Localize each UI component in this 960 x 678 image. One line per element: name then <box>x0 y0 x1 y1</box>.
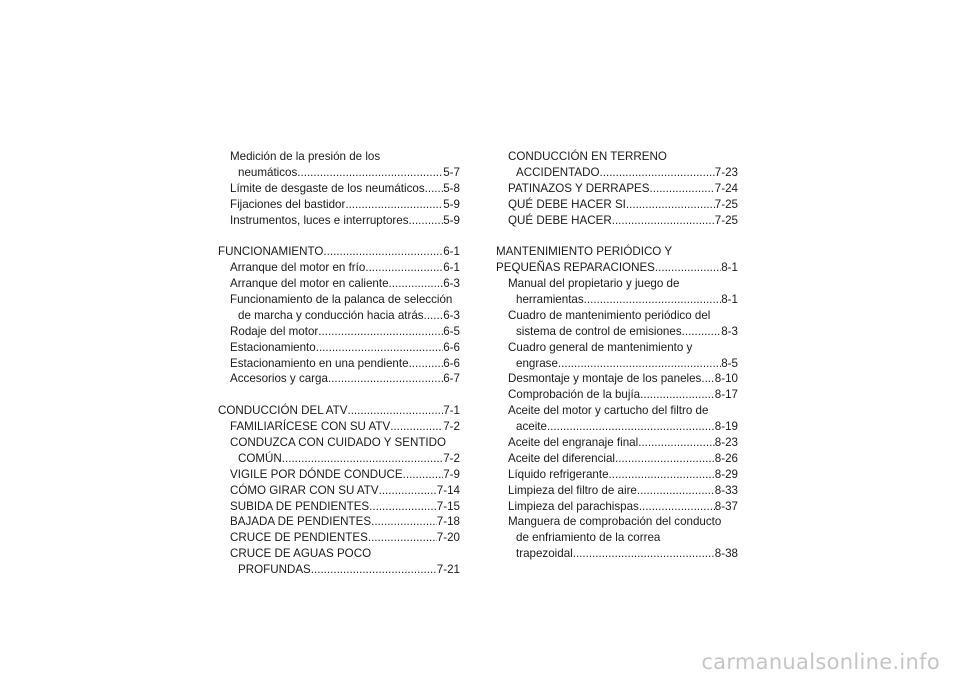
toc-entry <box>496 403 738 419</box>
toc-page-number: 8-10 <box>714 372 738 386</box>
toc-entry[interactable] <box>496 165 738 181</box>
toc-entry-title: Aceite del motor y cartucho del filtro de <box>508 404 709 418</box>
toc-entry[interactable] <box>218 514 460 530</box>
toc-dot-leader <box>638 435 715 451</box>
toc-entry-title: Manual del propietario y juego de <box>508 277 680 291</box>
toc-dot-leader <box>345 197 443 213</box>
toc-entry <box>496 514 738 530</box>
toc-entry-title: Límite de desgaste de los neumáticos <box>230 181 425 195</box>
toc-page-number: 6-7 <box>443 372 460 386</box>
toc-page-number: 7-20 <box>436 531 460 545</box>
toc-dot-leader <box>409 213 444 229</box>
toc-entry <box>218 435 460 451</box>
toc-entry-title: de marcha y conducción hacia atrás <box>238 308 424 322</box>
toc-entry[interactable] <box>496 435 738 451</box>
toc-dot-leader <box>316 340 444 356</box>
toc-entry-title: Limpieza del parachispas <box>508 499 639 513</box>
toc-entry[interactable] <box>218 197 460 213</box>
toc-entry-title: Funcionamiento de la palanca de selección <box>230 293 453 307</box>
toc-entry[interactable] <box>496 292 738 308</box>
toc-entry[interactable] <box>496 371 738 387</box>
toc-page-number: 5-9 <box>443 213 460 227</box>
toc-entry-title: Arranque del motor en caliente <box>230 277 389 291</box>
toc-dot-leader <box>615 451 715 467</box>
toc-entry[interactable] <box>218 340 460 356</box>
toc-dot-leader <box>389 276 444 292</box>
toc-page-number: 8-17 <box>714 388 738 402</box>
toc-page-number: 5-8 <box>443 181 460 195</box>
toc-entry[interactable] <box>496 181 738 197</box>
toc-entry[interactable] <box>218 483 460 499</box>
toc-entry-title: sistema de control de emisiones <box>516 324 682 338</box>
toc-page-number: 7-2 <box>443 420 460 434</box>
toc-page-number: 7-24 <box>714 181 738 195</box>
toc-entry[interactable] <box>218 324 460 340</box>
toc-dot-leader <box>600 165 715 181</box>
toc-entry[interactable] <box>496 467 738 483</box>
toc-dot-leader <box>371 514 437 530</box>
toc-chapter-entry <box>496 244 738 260</box>
toc-page-number: 7-2 <box>443 451 460 465</box>
toc-entry-title: neumáticos <box>238 165 298 179</box>
toc-dot-leader <box>609 467 715 483</box>
toc-dot-leader <box>640 387 715 403</box>
toc-entry-title: SUBIDA DE PENDIENTES <box>230 499 370 513</box>
toc-entry-title: Cuadro general de mantenimiento y <box>508 340 693 354</box>
toc-entry-title: Instrumentos, luces e interruptores <box>230 213 409 227</box>
toc-entry[interactable] <box>496 356 738 372</box>
toc-dot-leader <box>682 324 722 340</box>
toc-entry[interactable] <box>218 499 460 515</box>
toc-entry-title: CRUCE DE AGUAS POCO <box>230 547 372 561</box>
toc-dot-leader <box>347 403 443 419</box>
toc-dot-leader <box>379 483 437 499</box>
toc-entry <box>218 292 460 308</box>
toc-page-number: 7-9 <box>443 467 460 481</box>
toc-entry-title: Fijaciones del bastidor <box>230 197 346 211</box>
toc-entry[interactable] <box>218 356 460 372</box>
toc-entry-title: BAJADA DE PENDIENTES <box>230 515 372 529</box>
toc-entry[interactable] <box>496 213 738 229</box>
toc-dot-leader <box>311 562 437 578</box>
toc-entry[interactable] <box>218 562 460 578</box>
toc-dot-leader <box>390 419 443 435</box>
toc-entry-title: Manguera de comprobación del conducto <box>508 515 722 529</box>
toc-dot-leader <box>573 546 715 562</box>
toc-page-number: 7-15 <box>436 499 460 513</box>
toc-entry-title: FUNCIONAMIENTO <box>218 245 324 259</box>
toc-entry <box>496 530 738 546</box>
toc-entry-title: QUÉ DEBE HACER SI... <box>508 197 636 211</box>
toc-entry-title: de enfriamiento de la correa <box>516 531 661 545</box>
toc-entry-title: Medición de la presión de los <box>230 150 381 163</box>
toc-entry-title: MANTENIMIENTO PERIÓDICO Y <box>496 245 673 259</box>
toc-dot-leader <box>612 213 715 229</box>
toc-entry[interactable] <box>496 483 738 499</box>
toc-dot-leader <box>639 499 715 515</box>
toc-dot-leader <box>297 165 443 181</box>
toc-entry-title: Aceite del diferencial <box>508 451 615 465</box>
toc-entry[interactable] <box>496 419 738 435</box>
toc-entry[interactable] <box>496 451 738 467</box>
toc-entry[interactable] <box>218 165 460 181</box>
toc-page-number: 6-1 <box>443 245 460 259</box>
toc-page-number: 7-25 <box>714 213 738 227</box>
toc-page-number: 6-3 <box>443 277 460 291</box>
toc-dot-leader <box>558 356 721 372</box>
toc-entry-title: Arranque del motor en frío <box>230 261 366 275</box>
toc-page-number: 8-26 <box>714 451 738 465</box>
toc-dot-leader <box>328 371 443 387</box>
toc-entry-title: Aceite del engranaje final <box>508 436 639 450</box>
toc-chapter-entry[interactable] <box>218 244 460 260</box>
toc-chapter-entry[interactable] <box>218 403 460 419</box>
toc-entry-title: PROFUNDAS <box>238 563 311 577</box>
toc-entry-title: Estacionamiento <box>230 340 316 354</box>
toc-dot-leader <box>409 356 444 372</box>
toc-entry-title: Rodaje del motor <box>230 324 319 338</box>
toc-dot-leader <box>424 308 444 324</box>
toc-entry <box>218 149 460 165</box>
toc-entry-title: FAMILIARÍCESE CON SU ATV <box>230 420 391 434</box>
toc-page-number: 7-21 <box>436 563 460 577</box>
toc-entry-title: engrase <box>516 356 558 370</box>
toc-dot-leader <box>637 483 715 499</box>
watermark: carmanualsonline.info <box>701 650 940 674</box>
toc-entry-title: Desmontaje y montaje de los paneles <box>508 372 702 386</box>
toc-entry-title: CONDUCCIÓN DEL ATV <box>218 404 348 418</box>
toc-entry-title: PATINAZOS Y DERRAPES <box>508 181 650 195</box>
toc-page-number: 8-23 <box>714 436 738 450</box>
section-gap <box>218 387 460 403</box>
toc-column-left <box>218 149 460 578</box>
toc-entry[interactable] <box>496 197 738 213</box>
toc-page-number: 6-1 <box>443 261 460 275</box>
toc-page-number: 6-6 <box>443 340 460 354</box>
toc-entry <box>496 149 738 165</box>
toc-entry[interactable] <box>496 546 738 562</box>
toc-entry[interactable] <box>218 451 460 467</box>
toc-entry-title: herramientas <box>516 293 584 307</box>
toc-entry-title: Accesorios y carga <box>230 372 328 386</box>
toc-entry-title: Comprobación de la bujía <box>508 388 641 402</box>
toc-entry[interactable] <box>218 419 460 435</box>
toc-entry-title: Líquido refrigerante <box>508 467 609 481</box>
toc-dot-leader <box>318 324 443 340</box>
toc-entry-title: QUÉ DEBE HACER <box>508 213 612 227</box>
toc-entry <box>496 276 738 292</box>
toc-entry[interactable] <box>496 499 738 515</box>
toc-entry-title: CÓMO GIRAR CON SU ATV <box>230 483 379 497</box>
toc-entry[interactable] <box>496 324 738 340</box>
toc-dot-leader <box>282 451 443 467</box>
toc-page-number: 5-9 <box>443 197 460 211</box>
toc-page-number: 8-1 <box>721 261 738 275</box>
toc-page-number: 6-6 <box>443 356 460 370</box>
toc-entry-title: COMÚN <box>238 451 282 465</box>
toc-chapter-entry[interactable] <box>496 260 738 276</box>
toc-dot-leader <box>701 371 714 387</box>
toc-dot-leader <box>655 260 721 276</box>
toc-dot-leader <box>425 181 444 197</box>
toc-entry[interactable] <box>218 371 460 387</box>
toc-dot-leader <box>369 499 437 515</box>
toc-page-number: 8-5 <box>721 356 738 370</box>
toc-column-right <box>496 149 738 562</box>
toc-page-number: 7-23 <box>714 165 738 179</box>
toc-entry-title: ACCIDENTADO <box>516 165 600 179</box>
toc-entry-title: trapezoidal <box>516 547 573 561</box>
toc-entry-title: Estacionamiento en una pendiente <box>230 356 409 370</box>
toc-entry[interactable] <box>496 387 738 403</box>
toc-page-number: 8-33 <box>714 483 738 497</box>
toc-page-number: 8-29 <box>714 467 738 481</box>
toc-entry-title: CRUCE DE PENDIENTES <box>230 531 368 545</box>
toc-dot-leader <box>547 419 715 435</box>
toc-page-number: 8-38 <box>714 547 738 561</box>
toc-entry <box>496 340 738 356</box>
toc-dot-leader <box>368 530 437 546</box>
toc-page-number: 6-5 <box>443 324 460 338</box>
toc-entry-title: CONDUCCIÓN EN TERRENO <box>508 150 667 163</box>
toc-entry[interactable] <box>218 260 460 276</box>
toc-entry-title: VIGILE POR DÓNDE CONDUCE <box>230 467 403 481</box>
toc-dot-leader <box>323 244 443 260</box>
toc-entry[interactable] <box>218 181 460 197</box>
toc-entry[interactable] <box>218 530 460 546</box>
toc-page-number: 8-19 <box>714 420 738 434</box>
toc-entry-title: PEQUEÑAS REPARACIONES <box>496 261 655 275</box>
toc-dot-leader <box>650 181 715 197</box>
toc-entry[interactable] <box>218 276 460 292</box>
toc-page-number: 8-1 <box>721 293 738 307</box>
toc-page-number: 8-37 <box>714 499 738 513</box>
toc-entry-title: CONDUZCA CON CUIDADO Y SENTIDO <box>230 436 447 450</box>
section-gap <box>496 228 738 244</box>
toc-entry[interactable] <box>218 213 460 229</box>
toc-entry <box>496 308 738 324</box>
toc-page-number: 7-14 <box>436 483 460 497</box>
toc-page-number: 5-7 <box>443 165 460 179</box>
toc-entry-title: aceite <box>516 420 547 434</box>
toc-entry[interactable] <box>218 308 460 324</box>
toc-dot-leader <box>403 467 444 483</box>
toc-page-number: 8-3 <box>721 324 738 338</box>
toc-dot-leader <box>365 260 443 276</box>
toc-page-number: 7-1 <box>443 404 460 418</box>
toc-page-number: 7-25 <box>714 197 738 211</box>
toc-entry <box>218 546 460 562</box>
section-gap <box>218 228 460 244</box>
toc-page-number: 7-18 <box>436 515 460 529</box>
toc-entry-title: Limpieza del filtro de aire <box>508 483 637 497</box>
toc-dot-leader <box>584 292 722 308</box>
toc-entry[interactable] <box>218 467 460 483</box>
toc-dot-leader <box>636 197 715 213</box>
toc-entry-title: Cuadro de mantenimiento periódico del <box>508 308 711 322</box>
toc-page-number: 6-3 <box>443 308 460 322</box>
